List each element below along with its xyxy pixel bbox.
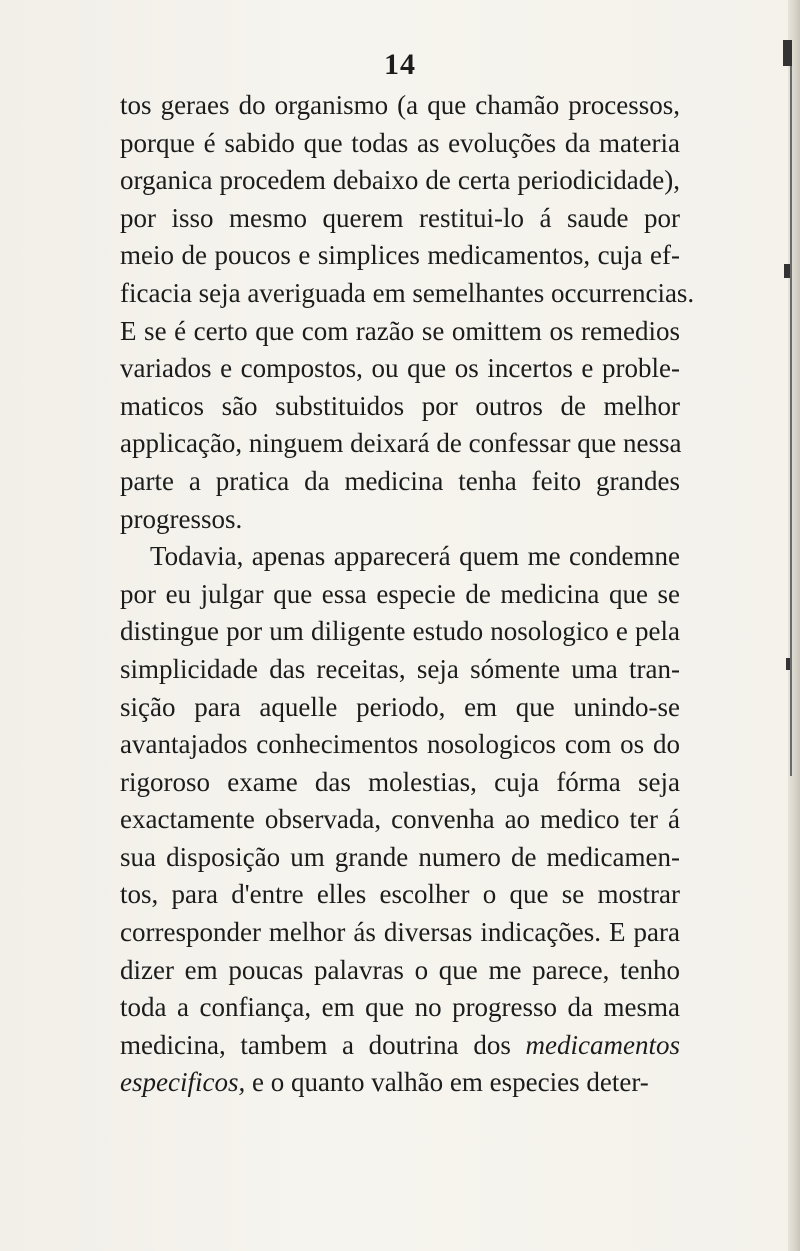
text-line-18: avantajados conhecimentos nosologicos com os do [120, 729, 680, 760]
text-line-23: corresponder melhor ás diversas indicações. E para [120, 917, 680, 948]
text-line-14: por eu julgar que essa especie de medicina que se [120, 578, 680, 609]
text-line-5: meio de poucos e simplices medicamentos, cuja ef- [120, 240, 680, 271]
text-line-9: maticos são substituidos por outros de melhor [120, 390, 680, 421]
text-line-20: exactamente observada, convenha ao medico ter á [120, 804, 680, 835]
text-line-25: toda a confiança, em que no progresso da mesma [120, 992, 680, 1023]
text-line-8: variados e compostos, ou que os incertos e proble- [120, 353, 680, 384]
text-line-1: tos geraes do organismo (a que chamão processos, [120, 90, 680, 120]
text-line-26-roman: medicina, tambem a doutrina dos [120, 1029, 511, 1060]
page-number: 14 [384, 48, 416, 81]
text-line-26-italic: medicamentos [525, 1029, 681, 1060]
text-line-27 [120, 1064, 680, 1102]
text-line-17: sição para aquelle periodo, em que unindo-se [120, 691, 680, 722]
text-line-15: distingue por um diligente estudo nosologico e pela [120, 616, 680, 647]
text-line-2: porque é sabido que todas as evoluções da materia [120, 127, 680, 158]
text-line-11: parte a pratica da medicina tenha feito grandes [120, 465, 680, 496]
text-line-10: applicação, ninguem deixará de confessar que nessa [120, 428, 682, 459]
binding-rule [790, 64, 792, 776]
text-line-22: tos, para d'entre elles escolher o que se mostrar [120, 879, 680, 910]
text-line-26 [120, 1027, 680, 1065]
text-line-21: sua disposição um grande numero de medicamen- [120, 841, 680, 872]
text-line-12: progressos. [120, 503, 243, 534]
edge-mark-middle [784, 264, 790, 278]
body-text [120, 87, 695, 1102]
text-line-16: simplicidade das receitas, seja sómente uma tran- [120, 653, 680, 684]
text-line-13: Todavia, apenas apparecerá quem me condemne [150, 541, 680, 572]
text-line-4: por isso mesmo querem restitui-lo á saude por [120, 202, 680, 233]
text-line-6: ficacia seja averiguada em semelhantes occurrencias. [120, 277, 695, 308]
text-line-24: dizer em poucas palavras o que me parece, tenho [120, 954, 680, 985]
text-line-27-italic: especificos, [120, 1067, 246, 1098]
edge-mark-lower [786, 658, 790, 670]
text-line-7: E se é certo que com razão se omittem os remedios [120, 315, 680, 346]
text-line-27-roman: e o quanto valhão em especies deter- [251, 1067, 649, 1098]
text-line-19: rigoroso exame das molestias, cuja fórma seja [120, 766, 680, 797]
text-line-3: organica procedem debaixo de certa periodicidade), [120, 165, 680, 196]
